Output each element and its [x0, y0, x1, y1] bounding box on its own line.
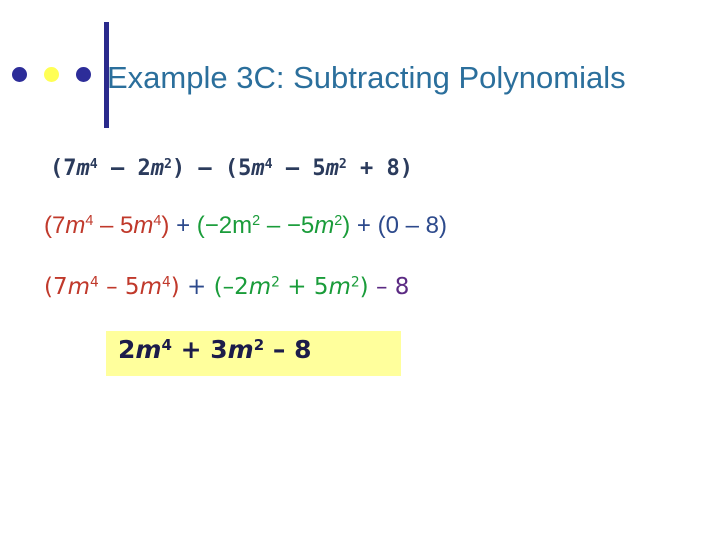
text: – 5: [272, 156, 326, 181]
m4-group: $(7m^4 - 5m^4)$: [44, 212, 170, 239]
text: ) – (5: [171, 156, 252, 181]
text: – 2: [97, 156, 151, 181]
m4-group: $(7m^4 - 5m^4)$: [44, 274, 180, 300]
variable: m: [76, 156, 90, 181]
bullet-dot-2: [44, 67, 59, 82]
variable: m: [150, 156, 164, 181]
answer-box: $2m^4 + 3m^2 - 8$: [106, 331, 401, 376]
slide-title: Example 3C: Subtracting Polynomials: [107, 60, 626, 95]
bullet-dot-3: [76, 67, 91, 82]
constant-term: – 8: [368, 274, 410, 300]
m2-group: $(-2m^2 - -5m^2)$: [196, 212, 351, 239]
text: + 8): [346, 156, 413, 181]
m2-group: $(-2m^2 + 5m^2)$: [213, 274, 369, 300]
exponent: 2: [163, 156, 172, 172]
constant-group: (0 – 8): [377, 212, 447, 239]
exponent: 2: [338, 156, 347, 172]
plus-sign: +: [169, 212, 197, 239]
bullet-dot-1: [12, 67, 27, 82]
step-group-like-terms: [44, 274, 409, 300]
exponent: 4: [89, 156, 98, 172]
plus-sign: +: [350, 212, 378, 239]
variable: m: [325, 156, 339, 181]
problem-expression: [50, 156, 413, 181]
plus-sign: +: [179, 274, 214, 300]
step-rewrite-as-addition: [44, 212, 447, 240]
exponent: 4: [264, 156, 273, 172]
variable: m: [251, 156, 265, 181]
text: (7: [50, 156, 77, 181]
